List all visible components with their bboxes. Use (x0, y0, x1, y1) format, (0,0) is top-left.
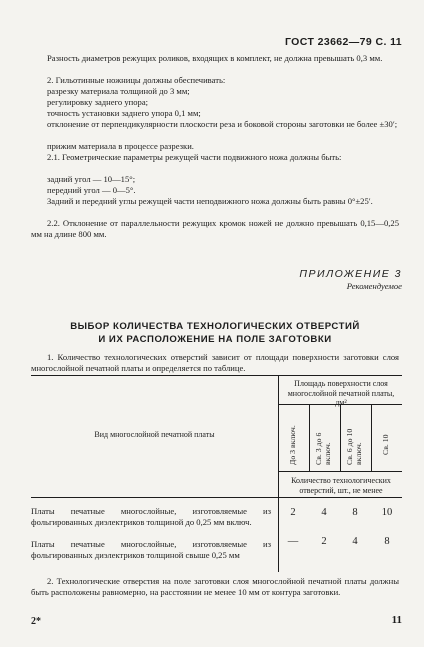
paragraph-guillotine: 2. Гильотинные ножницы должны обеспечивать: (47, 75, 226, 85)
paragraph-2-2: 2.2. Отклонение от параллельности режущих кромок ножей не должно превышать 0,15—0,25 мм на длине 800 мм. (31, 218, 399, 240)
paragraph-rollers: Разность диаметров режущих роликов, входящих в комплект, не должна превышать 0,3 мм. (47, 53, 383, 63)
data-table (31, 375, 402, 572)
list-item: точность установки заднего упора 0,1 мм; (47, 108, 201, 118)
page-header: ГОСТ 23662—79 С. 11 (284, 36, 402, 48)
table-header-rule (31, 497, 402, 498)
paragraph-2-1: 2.1. Геометрические параметры режущей части подвижного ножа должны быть: (47, 152, 342, 162)
table-row-2-value-4: 8 (384, 536, 390, 547)
footer-signature-mark: 2* (31, 616, 41, 627)
table-col-header: Вид многослойной печатной платы (94, 430, 215, 439)
list-item: регулировку заднего упора; (47, 97, 149, 107)
table-border-top (31, 375, 402, 376)
table-col-rule (371, 404, 372, 471)
section-title-line1: ВЫБОР КОЛИЧЕСТВА ТЕХНОЛОГИЧЕСКИХ ОТВЕРСТИЙ (70, 321, 360, 332)
table-row-1-value-2: 4 (321, 507, 327, 518)
table-count-rule (279, 471, 402, 472)
table-row-2-value-3: 4 (352, 536, 358, 547)
list-item: отклонение от перпендикулярности плоскости реза и боковой стороны заготовки не более ±30′; (47, 119, 398, 129)
table-col-rule (309, 404, 310, 471)
count-header: Количество технологических отверстий, шт., не менее (291, 476, 391, 495)
page-number: 11 (391, 614, 402, 626)
area-col-3: Св. 6 до 10 включ. (345, 428, 363, 465)
area-col-2: Св. 3 до 6 включ. (314, 432, 332, 465)
area-col-1: До 3 включ. (288, 425, 297, 465)
appendix-label: ПРИЛОЖЕНИЕ 3 (299, 268, 402, 280)
intro-paragraph: 1. Количество технологических отверстий зависит от площади поверхности заготовки слоя многослойной печатной платы и определяется по таблице. (31, 352, 399, 374)
table-row-1-value-3: 8 (352, 507, 358, 518)
table-row-2-name: Платы печатные многослойные, изготовляемые из фольгированных диэлектриков толщиной свыше 0,25 мм (31, 539, 271, 561)
list-item: прижим материала в процессе разрезки. (47, 141, 194, 151)
table-row-2-value-1: — (287, 536, 299, 547)
area-header: Площадь поверхности слоя многослойной печатной платы, дм² (287, 379, 395, 407)
table-row-1-name: Платы печатные многослойные, изготовляемые из фольгированных диэлектриков толщиной до 0,25 мм включ. (31, 506, 271, 528)
section-title (30, 320, 400, 346)
table-row-1-value-4: 10 (381, 507, 393, 518)
list-item: разрезку материала толщиной до 3 мм; (47, 86, 190, 96)
item-2-paragraph: 2. Технологические отверстия на поле заготовки слоя многослойной печатной платы должны быть расположены равномерно, на расстоянии не менее 10 мм от контура заготовки. (31, 576, 399, 598)
section-title-line2: И ИХ РАСПОЛОЖЕНИЕ НА ПОЛЕ ЗАГОТОВКИ (98, 334, 332, 345)
list-item: задний угол — 10—15°; (47, 174, 136, 184)
list-item: передний угол — 0—5°. (47, 185, 136, 195)
table-row-1-value-1: 2 (290, 507, 296, 518)
area-col-4: Св. 10 (381, 434, 390, 455)
table-row-2-value-2: 2 (321, 536, 327, 547)
paragraph-angles: Задний и передний углы режущей части неподвижного ножа должны быть равны 0°±25′. (47, 196, 373, 206)
appendix-note: Рекомендуемое (346, 281, 402, 291)
table-col-rule (340, 404, 341, 471)
